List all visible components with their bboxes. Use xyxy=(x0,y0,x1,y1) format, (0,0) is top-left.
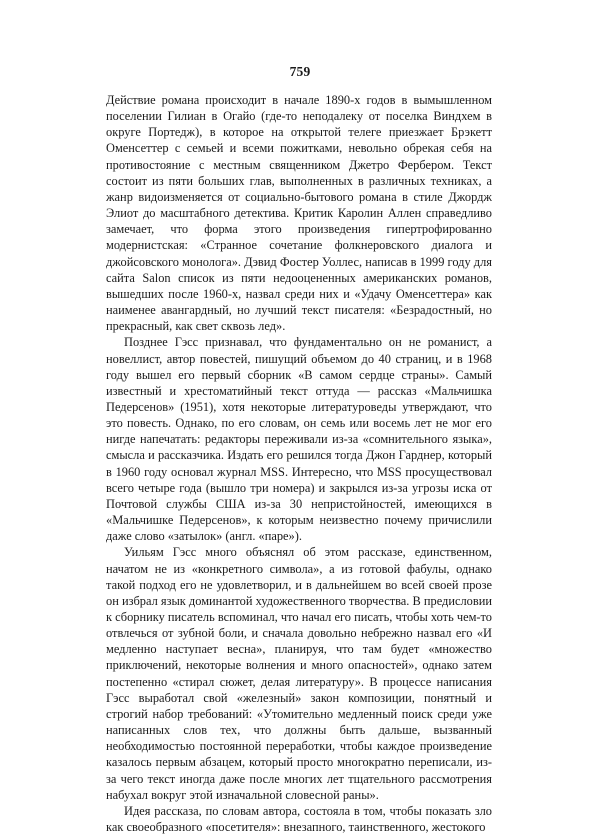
paragraph-1: Действие романа происходит в начале 1890-х годов в вымышленном поселении Гилиан в Огайо (где-то неподалеку от поселка Виндхем в округе Портедж), в которое на открытой телеге приезжает Брэкетт Оменсеттер с семьей и всеми пожитками, невольно обрекая себя на противостояние с местным священником Джетро Фербером. Текст состоит из пяти больших глав, выполненных в различных техниках, а жанр видоизменяется от социально-бытового романа в стиле Джордж Элиот до масштабного детектива. Критик Каролин Аллен справедливо замечает, что форма этого произведения гипертрофированно модернистская: «Странное сочетание фолкнеровского диалога и джойсовского монолога». Дэвид Фостер Уоллес, написав в 1999 году для сайта Salon список из пяти недооцененных американских романов, вышедших после 1960-х, назвал среди них и «Удачу Оменсеттера» как наименее авангардный, но лучший текст писателя: «Безрадостный, но прекрасный, как свет сквозь лед». xyxy=(106,93,492,334)
paragraph-3: Уильям Гэсс много объяснял об этом рассказе, единственном, начатом не из «конкретного символа», а из готовой фабулы, однако такой подход его не удовлетворил, и в дальнейшем во всей своей прозе он избрал язык доминантой художественного творчества. В предисловии к сборнику писатель вспоминал, что начал его писать, чтобы хоть чем-то отвлечься от зубной боли, и сначала довольно небрежно назвал его «И медленно наступает весна», планируя, что там будет «множество приключений, некоторые волнения и много опасностей», однако затем постепенно «стирал сюжет, делая литературу». В процессе написания Гэсс выработал свой «железный» закон композиции, понятный и строгий набор требований: «Утомительно медленный поиск среди уже написанных слов тех, что должны быть дальше, вызванный необходимостью постоянной переработки, чтобы каждое произведение казалось первым абзацем, который просто многократно переписали, из-за чего текст иногда даже после многих лет тщательного рассмотрения набухал вокруг этой изначальной словесной раны». xyxy=(106,545,492,802)
paragraph-4: Идея рассказа, по словам автора, состояла в том, чтобы показать зло как своеобразного «посетителя»: внезапного, таинственного, жестокого xyxy=(106,803,492,835)
paragraph-2: Позднее Гэсс признавал, что фундаментально он не романист, а новеллист, автор повестей, пишущий объемом до 40 страниц, и в 1968 году вышел его первый сборник «В самом сердце страны». Самый известный и хрестоматийный текст оттуда — рассказ «Мальчишка Педерсенов» (1951), хотя некоторые литературоведы утверждают, что это повесть. Однако, по его словам, он семь или восемь лет не мог его нигде напечатать: редакторы переживали из-за «сомнительного языка», смысла и рассказчика. Издать его решился тогда Джон Гарднер, который в 1960 году основал журнал MSS. Интересно, что MSS просуществовал всего четыре года (вышло три номера) и закрылся из-за угрозы иска от Почтовой службы США из-за 30 непристойностей, имеющихся в «Мальчишке Педерсенов», к которым неизвестно почему причислили даже слово «затылок» (англ. «паре»). xyxy=(106,335,492,544)
body-text xyxy=(106,92,492,835)
page-number: 759 xyxy=(289,64,311,79)
